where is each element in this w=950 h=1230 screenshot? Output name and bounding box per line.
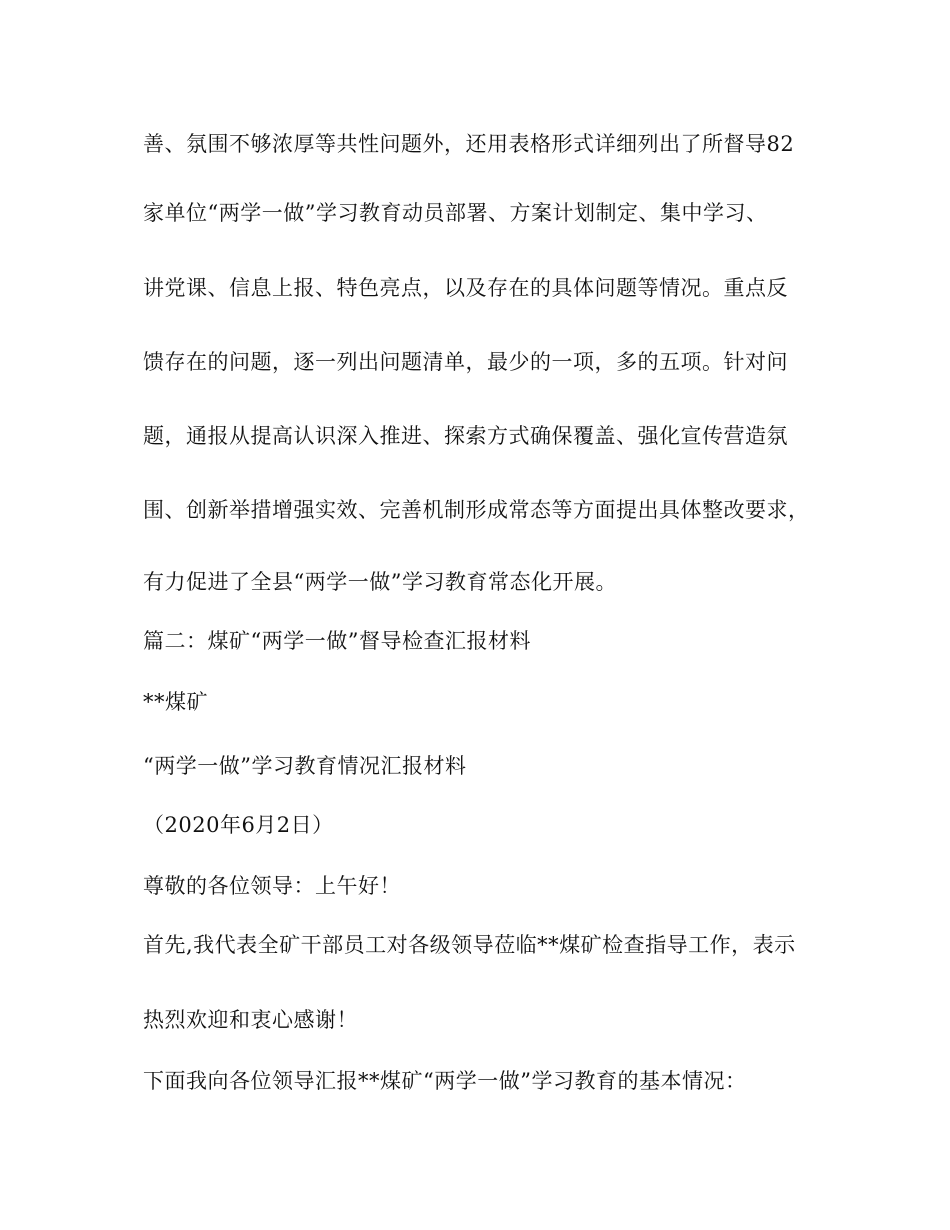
paragraph-line: 首先,我代表全矿干部员工对各级领导莅临**煤矿检查指导工作，表示 [143, 933, 796, 957]
paragraph-line: 家单位“两学一做”学习教育动员部署、方案计划制定、集中学习、 [143, 201, 768, 225]
paragraph-line: 下面我向各位领导汇报**煤矿“两学一做”学习教育的基本情况： [143, 1069, 747, 1093]
report-title: “两学一做”学习教育情况汇报材料 [143, 754, 467, 778]
salutation: 尊敬的各位领导：上午好！ [143, 874, 401, 898]
paragraph-line: 围、创新举措增强实效、完善机制形成常态等方面提出具体整改要求， [143, 498, 810, 522]
report-date: （2020年6月2日） [143, 813, 334, 837]
paragraph-line: 馈存在的问题，逐一列出问题清单，最少的一项，多的五项。针对问 [143, 350, 788, 374]
paragraph-line: 善、氛围不够浓厚等共性问题外，还用表格形式详细列出了所督导82 [143, 132, 795, 156]
paragraph-line: 有力促进了全县“两学一做”学习教育常态化开展。 [143, 570, 617, 594]
section-heading: 篇二：煤矿“两学一做”督导检查汇报材料 [143, 629, 531, 653]
paragraph-line: 热烈欢迎和衷心感谢！ [143, 1008, 358, 1032]
paragraph-line: 题，通报从提高认识深入推进、探索方式确保覆盖、强化宣传营造氛 [143, 424, 788, 448]
paragraph-line: 讲党课、信息上报、特色亮点，以及存在的具体问题等情况。重点反 [143, 276, 788, 300]
org-name: **煤矿 [143, 690, 208, 714]
